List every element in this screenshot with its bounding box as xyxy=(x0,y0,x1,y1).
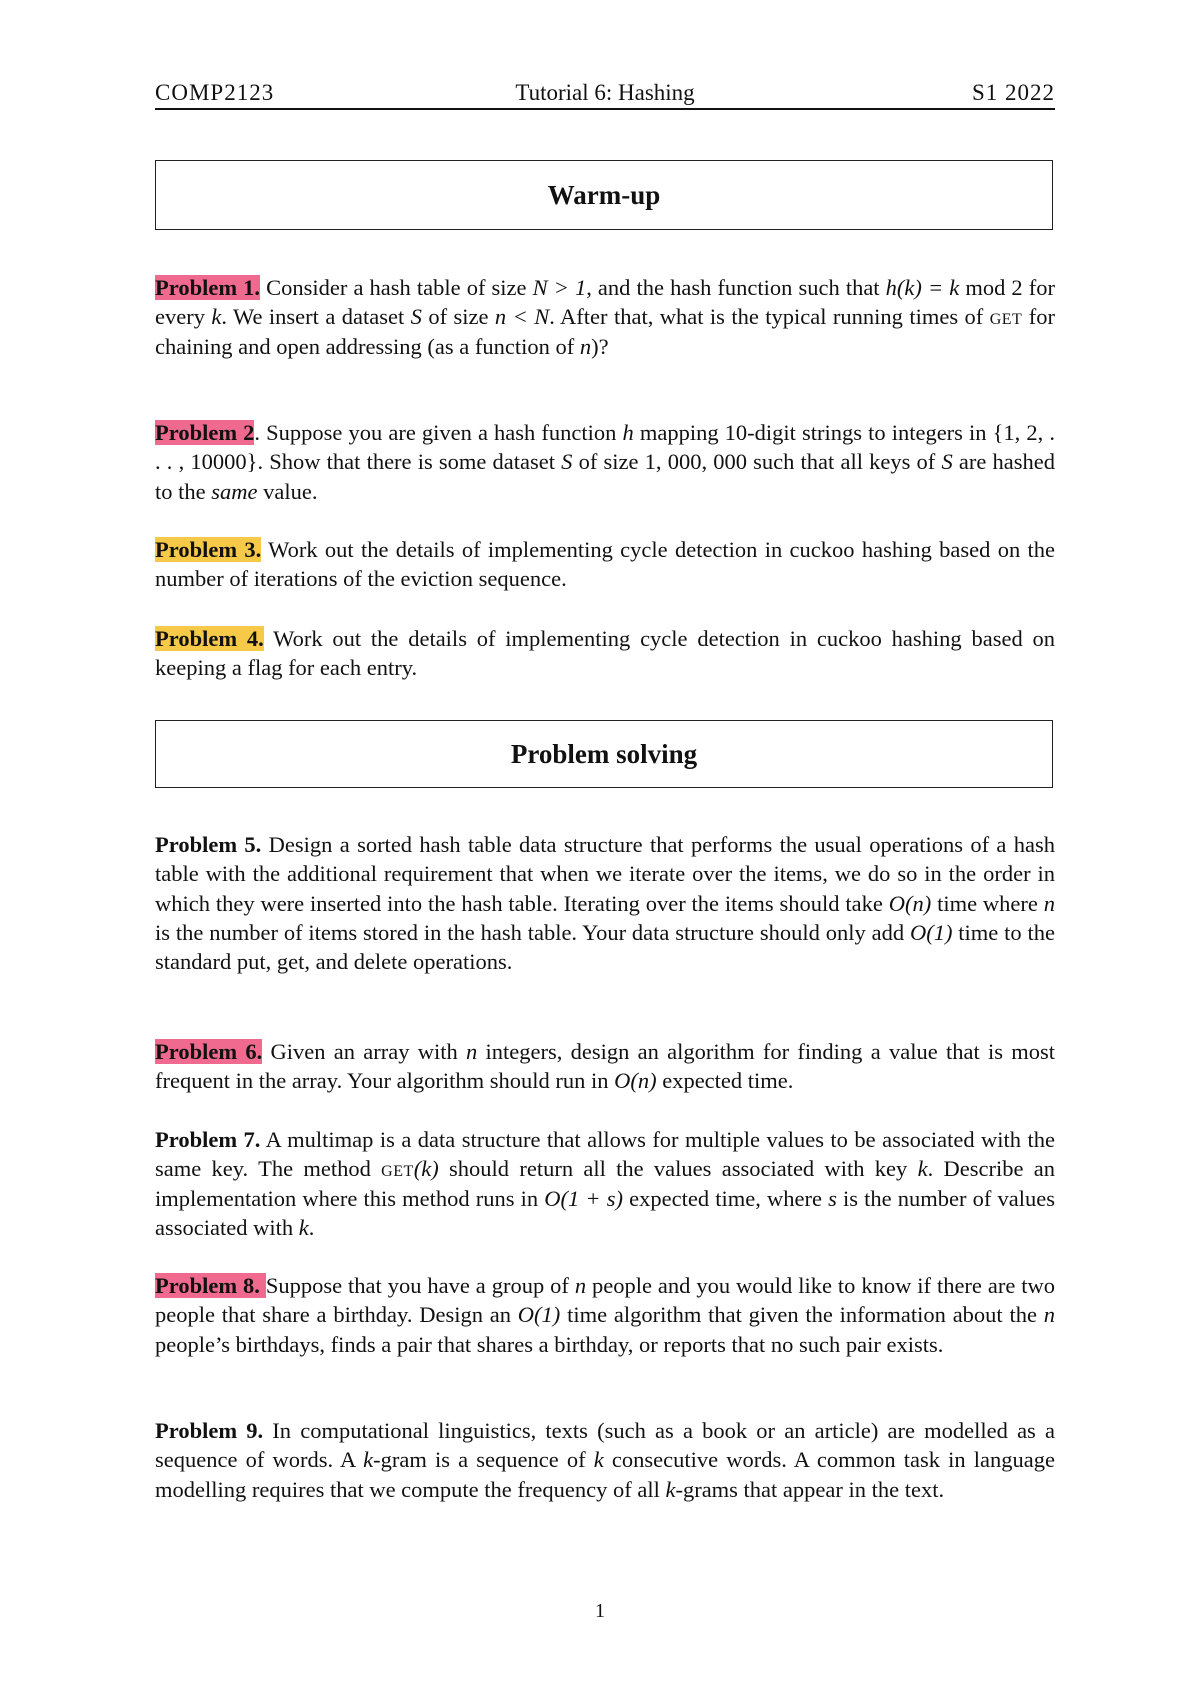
emphasis: same xyxy=(211,478,258,504)
math: n < N xyxy=(494,304,550,330)
problem-text: A multimap is a data structure that allows for multiple values to be associated with the same key. The method xyxy=(155,1127,1055,1182)
problem-text: . Show that there is some dataset xyxy=(257,449,562,475)
problem-text: expected time. xyxy=(656,1068,794,1094)
problem-2-label: Problem 2 xyxy=(155,420,255,445)
problem-text: In computational linguistics, texts (such as a book or an article) are modelled as a sequence of words. A xyxy=(155,1418,1055,1473)
problem-7 xyxy=(155,1125,1055,1242)
problem-text: of size xyxy=(421,304,495,330)
math: k xyxy=(593,1447,604,1473)
problem-text: Consider a hash table of size xyxy=(260,275,533,300)
problem-7-label: Problem 7. xyxy=(155,1127,261,1152)
math: S xyxy=(561,449,573,475)
problem-text: . Suppose you are given a hash function xyxy=(254,420,623,445)
problem-4-label: Problem 4. xyxy=(155,626,264,651)
problem-text: Design a sorted hash table data structure that performs the usual operations of a hash table with the additional requirement that when we iterate over the items, we do so in the order in which they were inserted into the hash table. Iterating over the items should take xyxy=(155,832,1055,916)
method-name: get xyxy=(381,1156,414,1182)
math: h xyxy=(622,420,634,445)
problem-9 xyxy=(155,1416,1055,1504)
problem-text: time where xyxy=(931,890,1044,916)
math: S xyxy=(941,449,953,475)
course-code: COMP2123 xyxy=(155,80,275,105)
problem-text: people’s birthdays, finds a pair that shares a birthday, or reports that no such pair exists. xyxy=(155,1331,944,1357)
problem-text: , and the hash function such that xyxy=(586,275,886,300)
problem-text: of size 1, 000, 000 such that all keys of xyxy=(572,449,942,475)
problem-2 xyxy=(155,418,1055,506)
problem-text: . Describe an implementation where this method runs in xyxy=(155,1156,1055,1211)
math: O(1 + s) xyxy=(544,1185,623,1211)
problem-text: Suppose that you have a group of xyxy=(265,1273,575,1298)
page-number: 1 xyxy=(595,1600,605,1622)
method-name: get xyxy=(989,304,1023,330)
page-header xyxy=(155,78,1055,108)
math: {1, 2, . . . , 10000} xyxy=(155,420,1055,475)
math: O(1) xyxy=(909,919,953,945)
problem-8 xyxy=(155,1271,1055,1359)
problem-text: expected time, where xyxy=(622,1185,829,1211)
problem-text: consecutive words. A common task in language modelling requires that we compute the frequency of all xyxy=(155,1447,1055,1502)
problem-5 xyxy=(155,830,1055,976)
problem-1 xyxy=(155,273,1055,361)
problem-1-label: Problem 1. xyxy=(155,275,261,300)
problem-text: )? xyxy=(591,333,609,359)
math: n xyxy=(1043,890,1055,916)
problem-text: value. xyxy=(257,478,318,504)
problem-text: mapping 10-digit strings to integers in xyxy=(633,420,993,445)
problem-9-label: Problem 9. xyxy=(155,1418,264,1443)
problem-6-label: Problem 6. xyxy=(155,1039,263,1064)
problem-text: is the number of items stored in the hash table. Your data structure should only add xyxy=(155,919,910,945)
math: n xyxy=(1043,1302,1055,1328)
math: S xyxy=(410,304,422,330)
math: N > 1 xyxy=(532,275,587,300)
math: n xyxy=(579,333,592,359)
math: k xyxy=(298,1214,309,1240)
math: k xyxy=(917,1156,928,1182)
math: s xyxy=(828,1185,837,1211)
math: n xyxy=(466,1039,478,1064)
math: O(1) xyxy=(517,1302,561,1328)
problem-text: mod 2 for every xyxy=(155,275,1055,330)
math: k xyxy=(665,1476,676,1502)
problem-8-label: Problem 8. xyxy=(155,1273,266,1298)
math: (k) xyxy=(413,1156,439,1182)
problem-text: people and you would like to know if there are two people that share a birthday. Design an xyxy=(155,1273,1055,1328)
problem-text: . After that, what is the typical running times of xyxy=(549,304,990,330)
problem-text: integers, design an algorithm for finding a value that is most frequent in the array. Your algorithm should run in xyxy=(155,1039,1055,1094)
header-rule xyxy=(155,108,1055,110)
problem-text: Given an array with xyxy=(262,1039,467,1064)
problem-text: -gram is a sequence of xyxy=(373,1447,594,1473)
section-warmup: Warm-up xyxy=(155,160,1053,230)
problem-text: . xyxy=(308,1214,315,1240)
math: h(k) = k xyxy=(885,275,960,300)
problem-text: are hashed to the xyxy=(155,449,1055,504)
math: k xyxy=(211,304,222,330)
math: O(n) xyxy=(614,1068,657,1094)
problem-text: for chaining and open addressing (as a function of xyxy=(155,304,1055,359)
problem-text: Work out the details of implementing cycle detection in cuckoo hashing based on keeping a flag for each entry. xyxy=(155,626,1055,681)
term-label: S1 2022 xyxy=(971,80,1055,105)
problem-text: . We insert a dataset xyxy=(221,304,411,330)
problem-text: is the number of values associated with xyxy=(155,1185,1055,1240)
problem-6 xyxy=(155,1037,1055,1096)
problem-3-label: Problem 3. xyxy=(155,537,262,562)
math: O(n) xyxy=(888,890,932,916)
section-problem-solving: Problem solving xyxy=(155,720,1053,788)
header-title: Tutorial 6: Hashing xyxy=(515,80,695,105)
problem-text: time to the standard put, get, and delete operations. xyxy=(155,919,1056,975)
problem-4 xyxy=(155,624,1055,683)
math: k xyxy=(363,1447,374,1473)
problem-text: time algorithm that given the information about the xyxy=(560,1302,1044,1328)
problem-5-label: Problem 5. xyxy=(155,832,262,857)
problem-text: should return all the values associated with key xyxy=(438,1156,918,1182)
problem-3 xyxy=(155,535,1055,594)
problem-text: -grams that appear in the text. xyxy=(675,1476,945,1502)
math: n xyxy=(574,1273,587,1298)
problem-text: Work out the details of implementing cycle detection in cuckoo hashing based on the number of iterations of the eviction sequence. xyxy=(155,537,1055,592)
